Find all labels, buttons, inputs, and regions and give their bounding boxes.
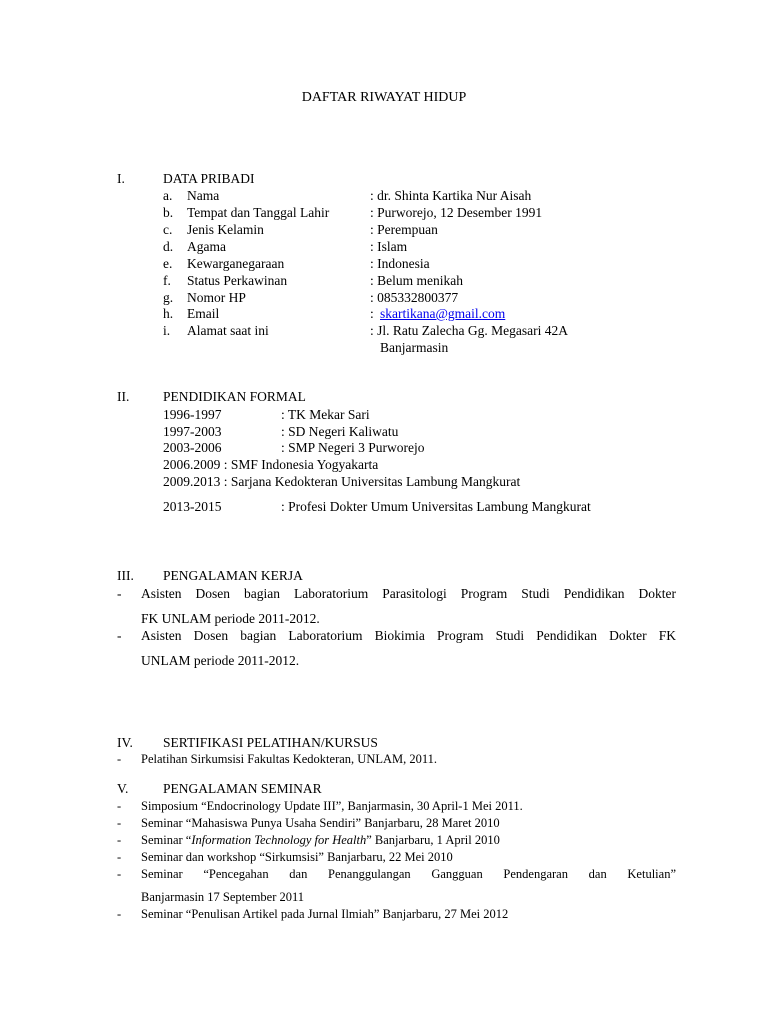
item-label: Nomor HP [187,290,246,305]
bullet-dash: - [117,799,122,813]
item-value: : Perempuan [370,222,438,237]
item-value: : Belum menikah [370,273,463,288]
item-value: : 085332800377 [370,290,459,305]
bullet-dash: - [117,833,122,847]
education-year: 1996-1997 [163,407,222,422]
bullet-dash: - [117,907,122,921]
item-label: Alamat saat ini [187,323,269,338]
seminar-item: Seminar “Pencegahan dan Penanggulangan Gangguan Pendengaran dan Ketulian” [141,867,676,881]
section-number: IV. [117,735,133,750]
education-school: : Profesi Dokter Umum Universitas Lambung Mangkurat [281,499,591,514]
item-value: : Islam [370,239,408,254]
section-title: PENGALAMAN SEMINAR [163,781,322,796]
item-letter: c. [163,222,173,237]
bullet-dash: - [117,850,122,864]
bullet-dash: - [117,752,122,766]
item-value: : Purworejo, 12 Desember 1991 [370,205,543,220]
bullet-dash: - [117,867,122,881]
section-title: DATA PRIBADI [163,171,255,186]
item-value: : Jl. Ratu Zalecha Gg. Megasari 42A [370,323,568,338]
item-letter: h. [163,306,174,321]
section-title: PENGALAMAN KERJA [163,568,303,583]
item-letter: f. [163,273,171,288]
work-item-line: UNLAM periode 2011-2012. [141,653,300,668]
item-label: Agama [187,239,226,254]
item-letter: g. [163,290,174,305]
item-label: Nama [187,188,220,203]
email-link[interactable]: skartikana@gmail.com [380,306,506,321]
address-line-2: Banjarmasin [380,340,449,355]
section-number: II. [117,389,130,404]
item-value: : Indonesia [370,256,430,271]
work-item-line: FK UNLAM periode 2011-2012. [141,611,320,626]
education-school: : SMP Negeri 3 Purworejo [281,440,425,455]
education-year: 2013-2015 [163,499,222,514]
bullet-dash: - [117,816,122,830]
training-item: Pelatihan Sirkumsisi Fakultas Kedokteran, UNLAM, 2011. [141,752,438,766]
seminar-item: Seminar dan workshop “Sirkumsisi” Banjarbaru, 22 Mei 2010 [141,850,453,864]
item-value: : dr. Shinta Kartika Nur Aisah [370,188,532,203]
education-school: : TK Mekar Sari [281,407,370,422]
email-colon: : [370,306,374,321]
section-number: I. [117,171,125,186]
section-number: V. [117,781,129,796]
education-year: 2003-2006 [163,440,222,455]
education-year: 1997-2003 [163,424,222,439]
item-letter: a. [163,188,173,203]
work-item-line: Asisten Dosen bagian Laboratorium Biokimia Program Studi Pendidikan Dokter FK [141,628,676,643]
document-title: DAFTAR RIWAYAT HIDUP [301,90,467,105]
education-school: : SD Negeri Kaliwatu [281,424,399,439]
bullet-dash: - [117,586,122,601]
item-label: Status Perkawinan [187,273,288,288]
bullet-dash: - [117,628,122,643]
education-entry: 2006.2009 : SMF Indonesia Yogyakarta [163,457,379,472]
seminar-item: Seminar “Penulisan Artikel pada Jurnal Ilmiah” Banjarbaru, 27 Mei 2012 [141,907,509,921]
work-item-line: Asisten Dosen bagian Laboratorium Parasitologi Program Studi Pendidikan Dokter [141,586,676,601]
item-letter: i. [163,323,171,338]
item-letter: b. [163,205,174,220]
seminar-item: Simposium “Endocrinology Update III”, Banjarmasin, 30 April-1 Mei 2011. [141,799,523,813]
seminar-item-italic: Information Technology for Health [191,833,367,847]
seminar-item-pre: Seminar “ [141,833,192,847]
section-number: III. [117,568,134,583]
section-title: PENDIDIKAN FORMAL [163,389,306,404]
item-letter: d. [163,239,174,254]
seminar-item-line-2: Banjarmasin 17 September 2011 [141,890,305,904]
seminar-item: Seminar “Mahasiswa Punya Usaha Sendiri” Banjarbaru, 28 Maret 2010 [141,816,500,830]
item-label: Kewarganegaraan [187,256,285,271]
item-letter: e. [163,256,173,271]
seminar-item-post: ” Banjarbaru, 1 April 2010 [366,833,500,847]
item-label: Jenis Kelamin [187,222,264,237]
section-title: SERTIFIKASI PELATIHAN/KURSUS [163,735,378,750]
item-label: Tempat dan Tanggal Lahir [187,205,330,220]
item-label: Email [187,306,220,321]
seminar-item [141,833,500,848]
education-entry: 2009.2013 : Sarjana Kedokteran Universitas Lambung Mangkurat [163,474,521,489]
